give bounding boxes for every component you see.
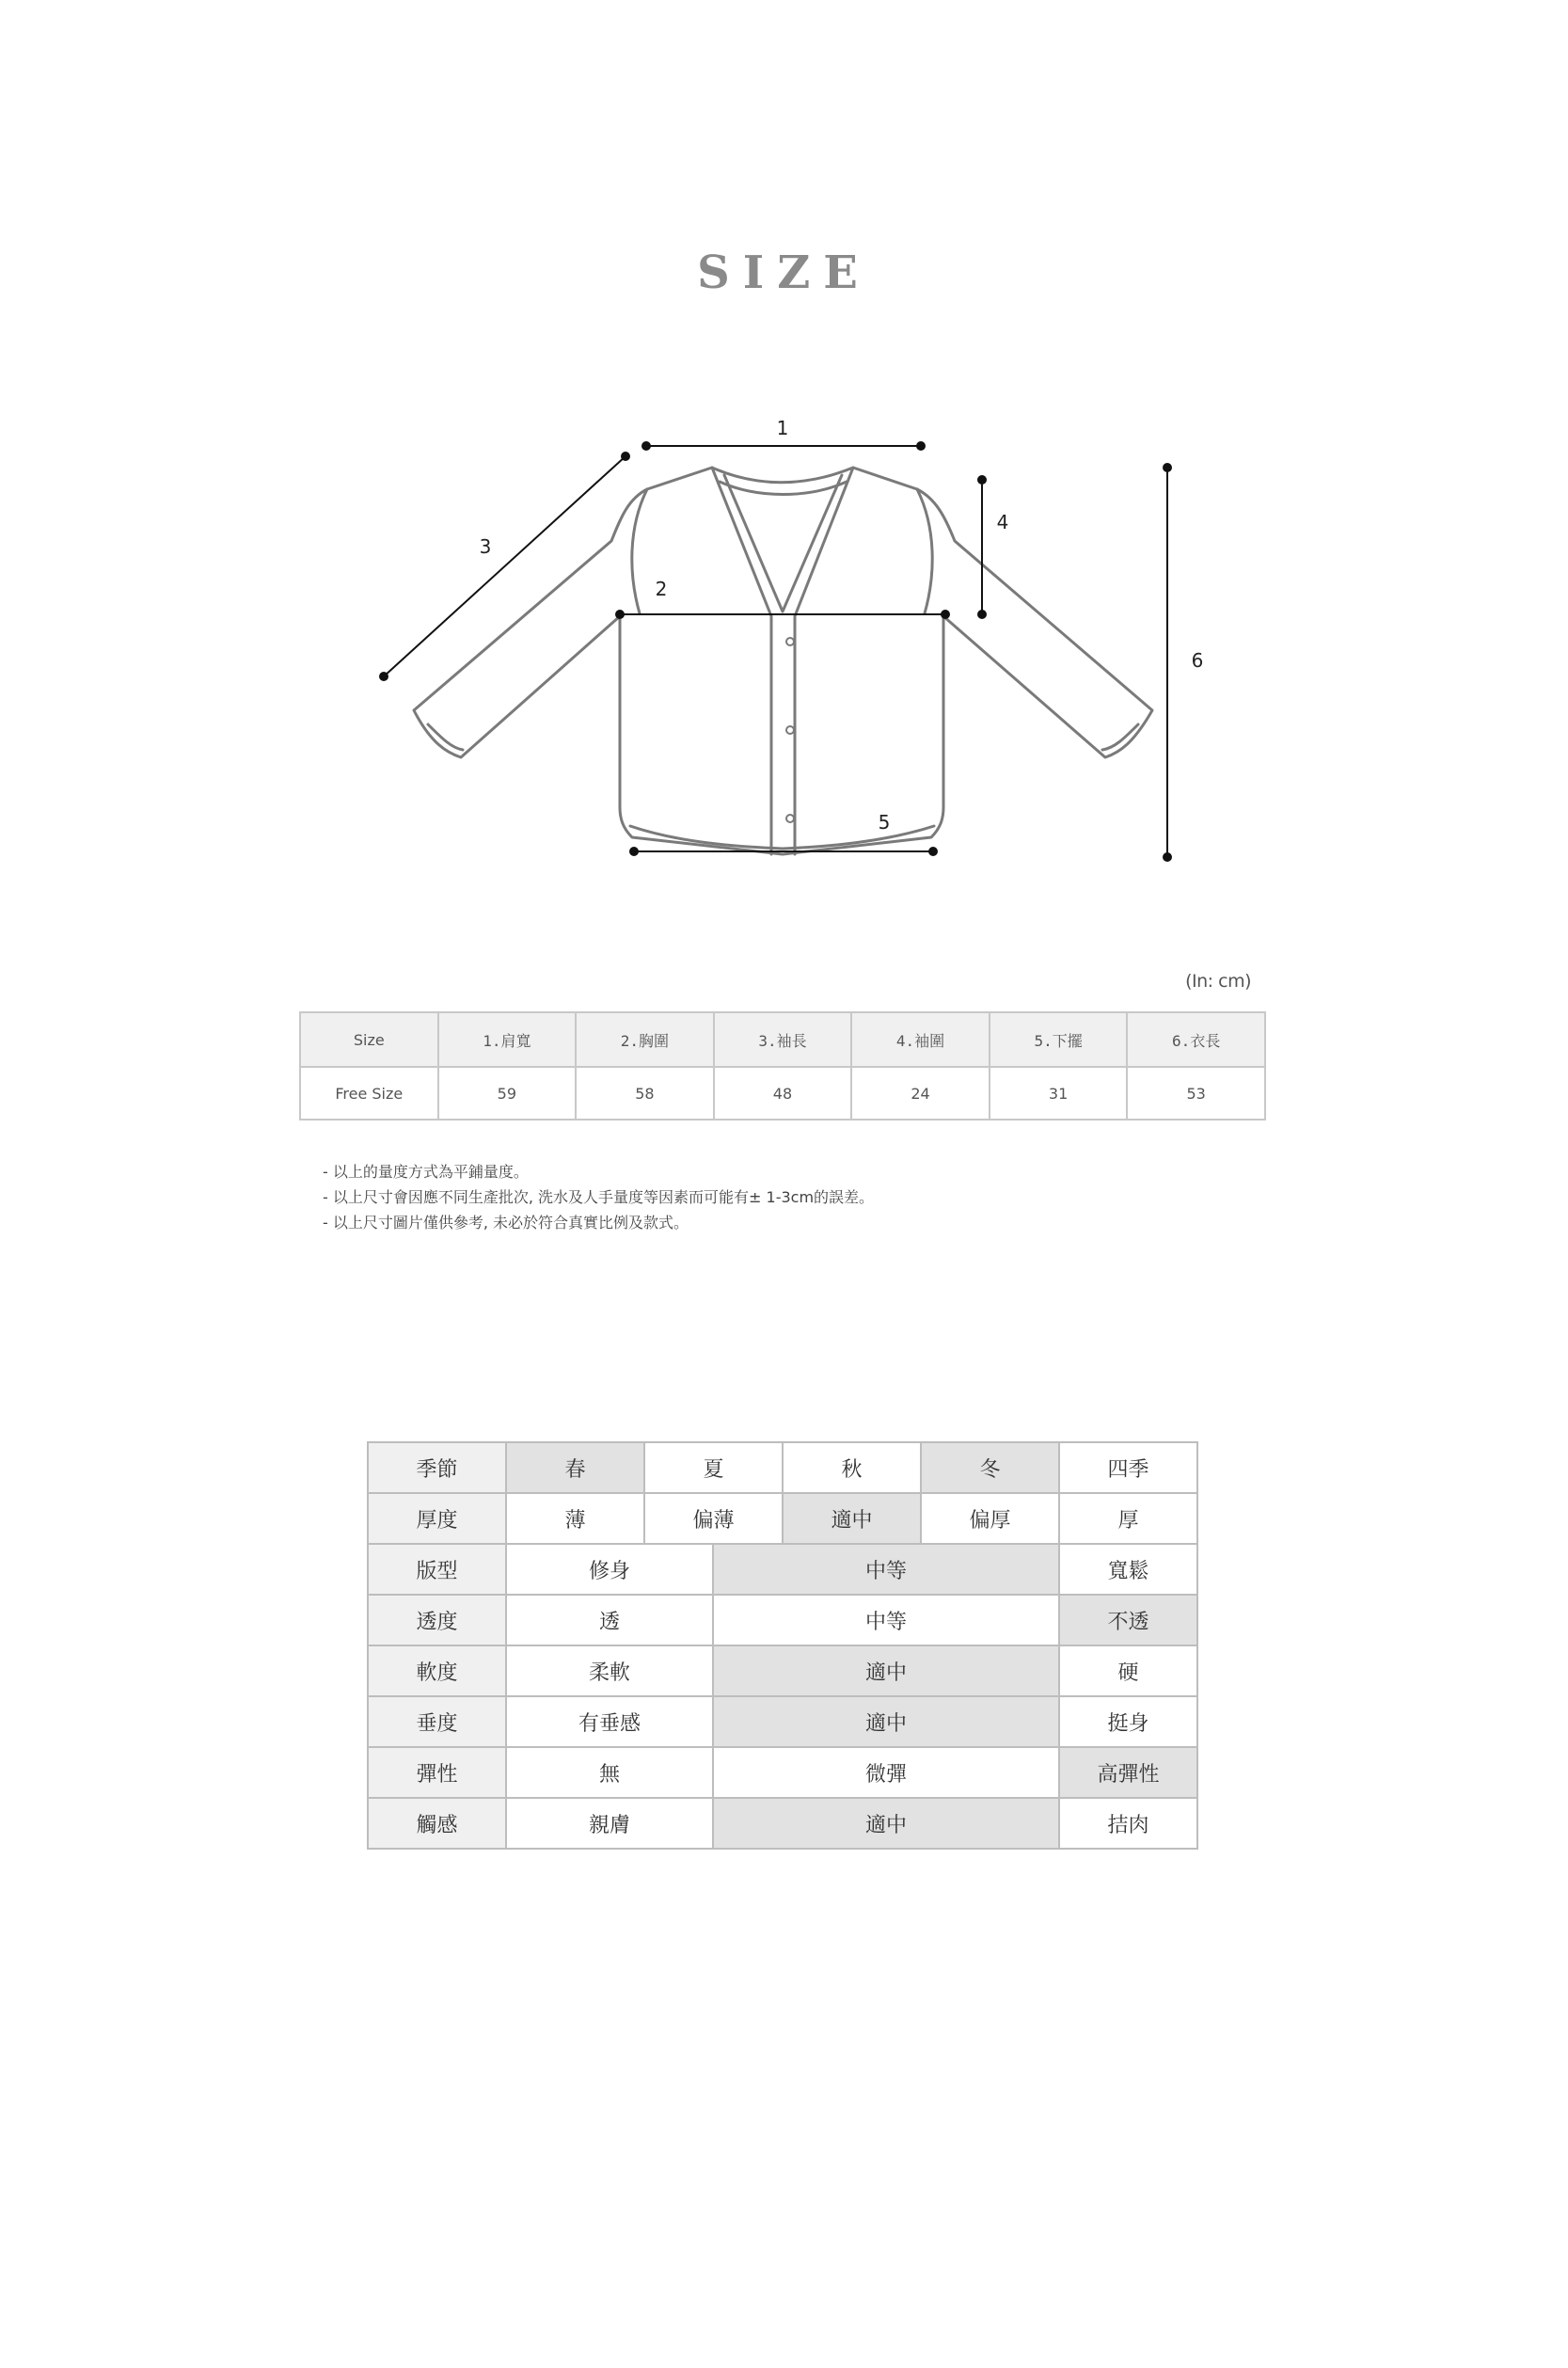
button-2 bbox=[786, 726, 794, 734]
touch-medium: 適中 bbox=[713, 1798, 1059, 1849]
label-3: 3 bbox=[479, 535, 492, 558]
label-1: 1 bbox=[776, 417, 789, 439]
size-table-header bbox=[300, 1012, 1265, 1067]
header-sleeve-length: 3.袖長 bbox=[714, 1012, 852, 1067]
fit-slim: 修身 bbox=[506, 1544, 713, 1595]
drape-structured: 挺身 bbox=[1059, 1696, 1197, 1747]
garment-outline bbox=[414, 468, 1152, 854]
note-3: - 以上尺寸圖片僅供參考, 未必於符合真實比例及款式。 bbox=[323, 1214, 689, 1232]
value-shoulder: 59 bbox=[438, 1067, 577, 1120]
label-4: 4 bbox=[996, 511, 1009, 533]
drape-medium: 適中 bbox=[713, 1696, 1059, 1747]
row-touch bbox=[368, 1798, 1197, 1849]
fit-loose: 寬鬆 bbox=[1059, 1544, 1197, 1595]
transparency-opaque: 不透 bbox=[1059, 1595, 1197, 1645]
header-shoulder: 1.肩寬 bbox=[438, 1012, 577, 1067]
value-sleeve-length: 48 bbox=[714, 1067, 852, 1120]
note-1: - 以上的量度方式為平鋪量度。 bbox=[323, 1163, 529, 1181]
header-chest: 2.胸圍 bbox=[576, 1012, 714, 1067]
label-5: 5 bbox=[878, 811, 891, 834]
value-sleeve-width: 24 bbox=[851, 1067, 990, 1120]
softness-medium: 適中 bbox=[713, 1645, 1059, 1696]
row-thickness bbox=[368, 1493, 1197, 1544]
label-thickness: 厚度 bbox=[368, 1493, 506, 1544]
transparency-medium: 中等 bbox=[713, 1595, 1059, 1645]
elasticity-slight: 微彈 bbox=[713, 1747, 1059, 1798]
row-season bbox=[368, 1442, 1197, 1493]
label-elasticity: 彈性 bbox=[368, 1747, 506, 1798]
label-season: 季節 bbox=[368, 1442, 506, 1493]
softness-soft: 柔軟 bbox=[506, 1645, 713, 1696]
label-drape: 垂度 bbox=[368, 1696, 506, 1747]
button-3 bbox=[786, 815, 794, 822]
season-spring: 春 bbox=[506, 1442, 644, 1493]
thickness-slightly-thin: 偏薄 bbox=[644, 1493, 783, 1544]
table-row bbox=[300, 1067, 1265, 1120]
header-size: Size bbox=[300, 1012, 438, 1067]
page-title: SIZE bbox=[697, 246, 871, 299]
value-hem: 31 bbox=[990, 1067, 1128, 1120]
size-table bbox=[299, 1011, 1266, 1120]
touch-skin-friendly: 親膚 bbox=[506, 1798, 713, 1849]
season-all: 四季 bbox=[1059, 1442, 1197, 1493]
touch-scratchy: 拮肉 bbox=[1059, 1798, 1197, 1849]
row-softness bbox=[368, 1645, 1197, 1696]
thickness-thin: 薄 bbox=[506, 1493, 644, 1544]
cardigan-diagram bbox=[0, 0, 1568, 941]
header-hem: 5.下擺 bbox=[990, 1012, 1128, 1067]
label-2: 2 bbox=[655, 578, 668, 600]
fabric-table bbox=[367, 1441, 1198, 1850]
value-length: 53 bbox=[1127, 1067, 1265, 1120]
transparency-sheer: 透 bbox=[506, 1595, 713, 1645]
label-6: 6 bbox=[1191, 649, 1204, 672]
size-notes bbox=[323, 1159, 874, 1235]
label-transparency: 透度 bbox=[368, 1595, 506, 1645]
elasticity-none: 無 bbox=[506, 1747, 713, 1798]
note-2: - 以上尺寸會因應不同生產批次, 洗水及人手量度等因素而可能有± 1-3cm的誤差。 bbox=[323, 1188, 875, 1206]
row-transparency bbox=[368, 1595, 1197, 1645]
row-label: Free Size bbox=[300, 1067, 438, 1120]
season-autumn: 秋 bbox=[783, 1442, 921, 1493]
thickness-thick: 厚 bbox=[1059, 1493, 1197, 1544]
softness-hard: 硬 bbox=[1059, 1645, 1197, 1696]
label-fit: 版型 bbox=[368, 1544, 506, 1595]
thickness-slightly-thick: 偏厚 bbox=[921, 1493, 1059, 1544]
label-softness: 軟度 bbox=[368, 1645, 506, 1696]
label-touch: 觸感 bbox=[368, 1798, 506, 1849]
row-elasticity bbox=[368, 1747, 1197, 1798]
button-1 bbox=[786, 638, 794, 645]
drape-flowy: 有垂感 bbox=[506, 1696, 713, 1747]
season-winter: 冬 bbox=[921, 1442, 1059, 1493]
header-length: 6.衣長 bbox=[1127, 1012, 1265, 1067]
season-summer: 夏 bbox=[644, 1442, 783, 1493]
unit-note: (In: cm) bbox=[1185, 971, 1251, 992]
elasticity-high: 高彈性 bbox=[1059, 1747, 1197, 1798]
header-sleeve-width: 4.袖圍 bbox=[851, 1012, 990, 1067]
thickness-medium: 適中 bbox=[783, 1493, 921, 1544]
row-fit bbox=[368, 1544, 1197, 1595]
row-drape bbox=[368, 1696, 1197, 1747]
value-chest: 58 bbox=[576, 1067, 714, 1120]
fit-regular: 中等 bbox=[713, 1544, 1059, 1595]
